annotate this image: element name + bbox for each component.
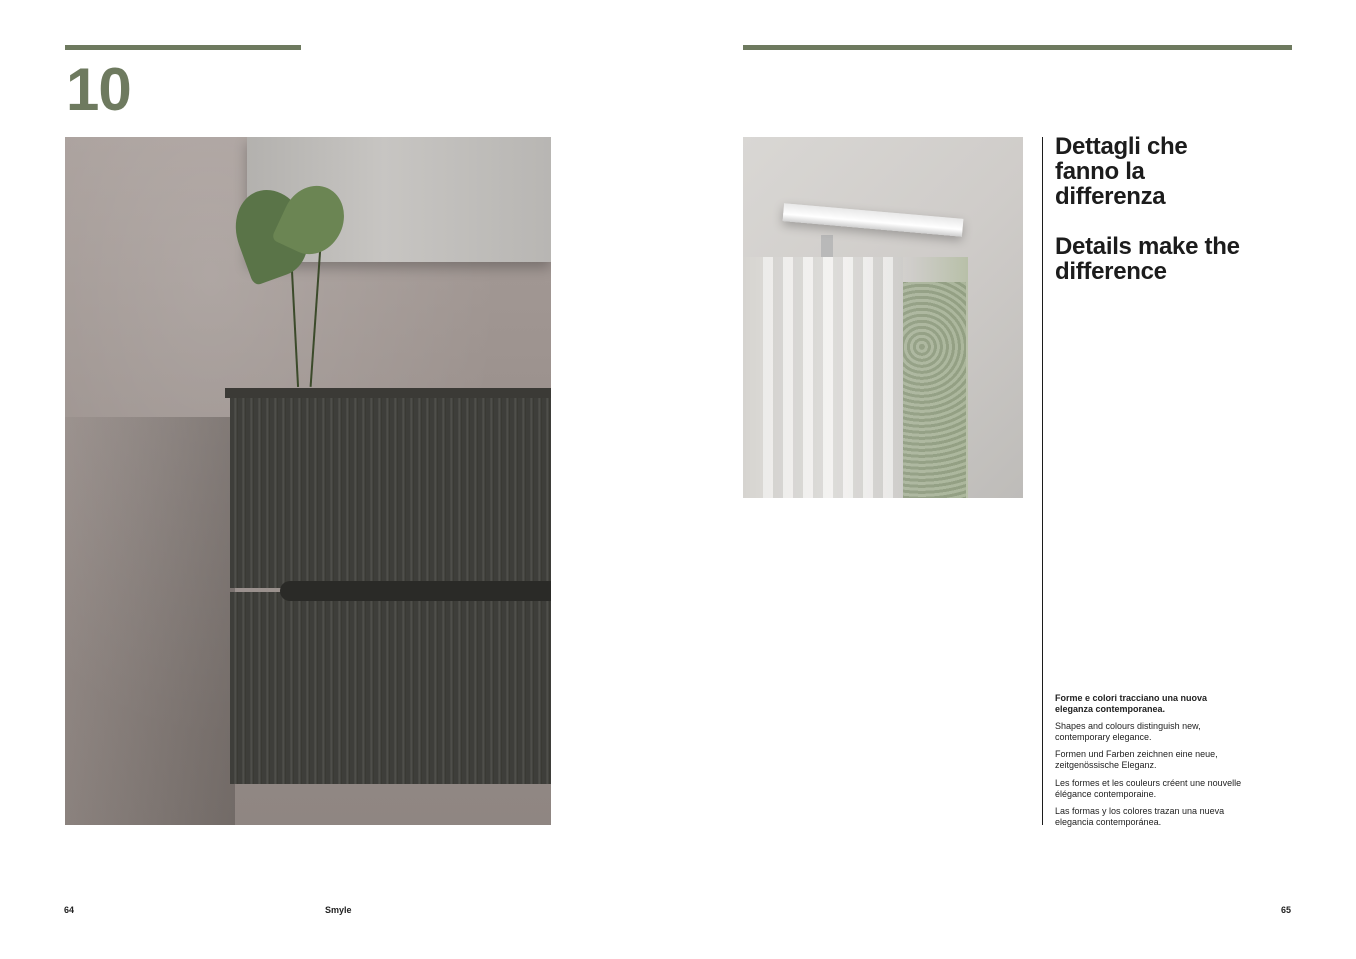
- curtain: [763, 257, 903, 498]
- headline-italian: Dettagli che fanno la differenza: [1055, 133, 1188, 210]
- copy-spanish: Las formas y los colores trazan una nueva elegancia contemporánea.: [1055, 806, 1225, 827]
- copy-english: Shapes and colours distinguish new, contemporary elegance.: [1055, 721, 1201, 742]
- led-mirror-lamp: [783, 203, 964, 237]
- column-divider: [1042, 137, 1043, 825]
- copy-french: Les formes et les couleurs créent une nouvelle élégance contemporaine.: [1055, 778, 1242, 799]
- vanity-photo: [65, 137, 551, 825]
- cabinet-top: [225, 388, 551, 398]
- chapter-number: 10: [66, 56, 131, 123]
- copy-german: Formen und Farben zeichnen eine neue, zeitgenössische Eleganz.: [1055, 749, 1218, 770]
- cabinet-shadow: [65, 417, 235, 825]
- header-rule-left: [65, 45, 301, 50]
- header-rule-right: [743, 45, 1292, 50]
- fluted-drawer-lower: [230, 592, 551, 784]
- copy-italian: Forme e colori tracciano una nuova eleganza contemporanea.: [1055, 693, 1208, 714]
- fluted-drawer-upper: [230, 398, 551, 588]
- brand-name: Smyle: [325, 905, 352, 915]
- page-number-left: 64: [64, 905, 75, 915]
- lamp-bracket: [821, 235, 833, 257]
- window-greenery: [903, 282, 966, 498]
- headline-english: Details make the difference: [1055, 233, 1240, 285]
- mirror-lamp-photo: [743, 137, 1023, 498]
- page-number-right: 65: [1281, 905, 1292, 915]
- drawer-handle: [280, 581, 551, 601]
